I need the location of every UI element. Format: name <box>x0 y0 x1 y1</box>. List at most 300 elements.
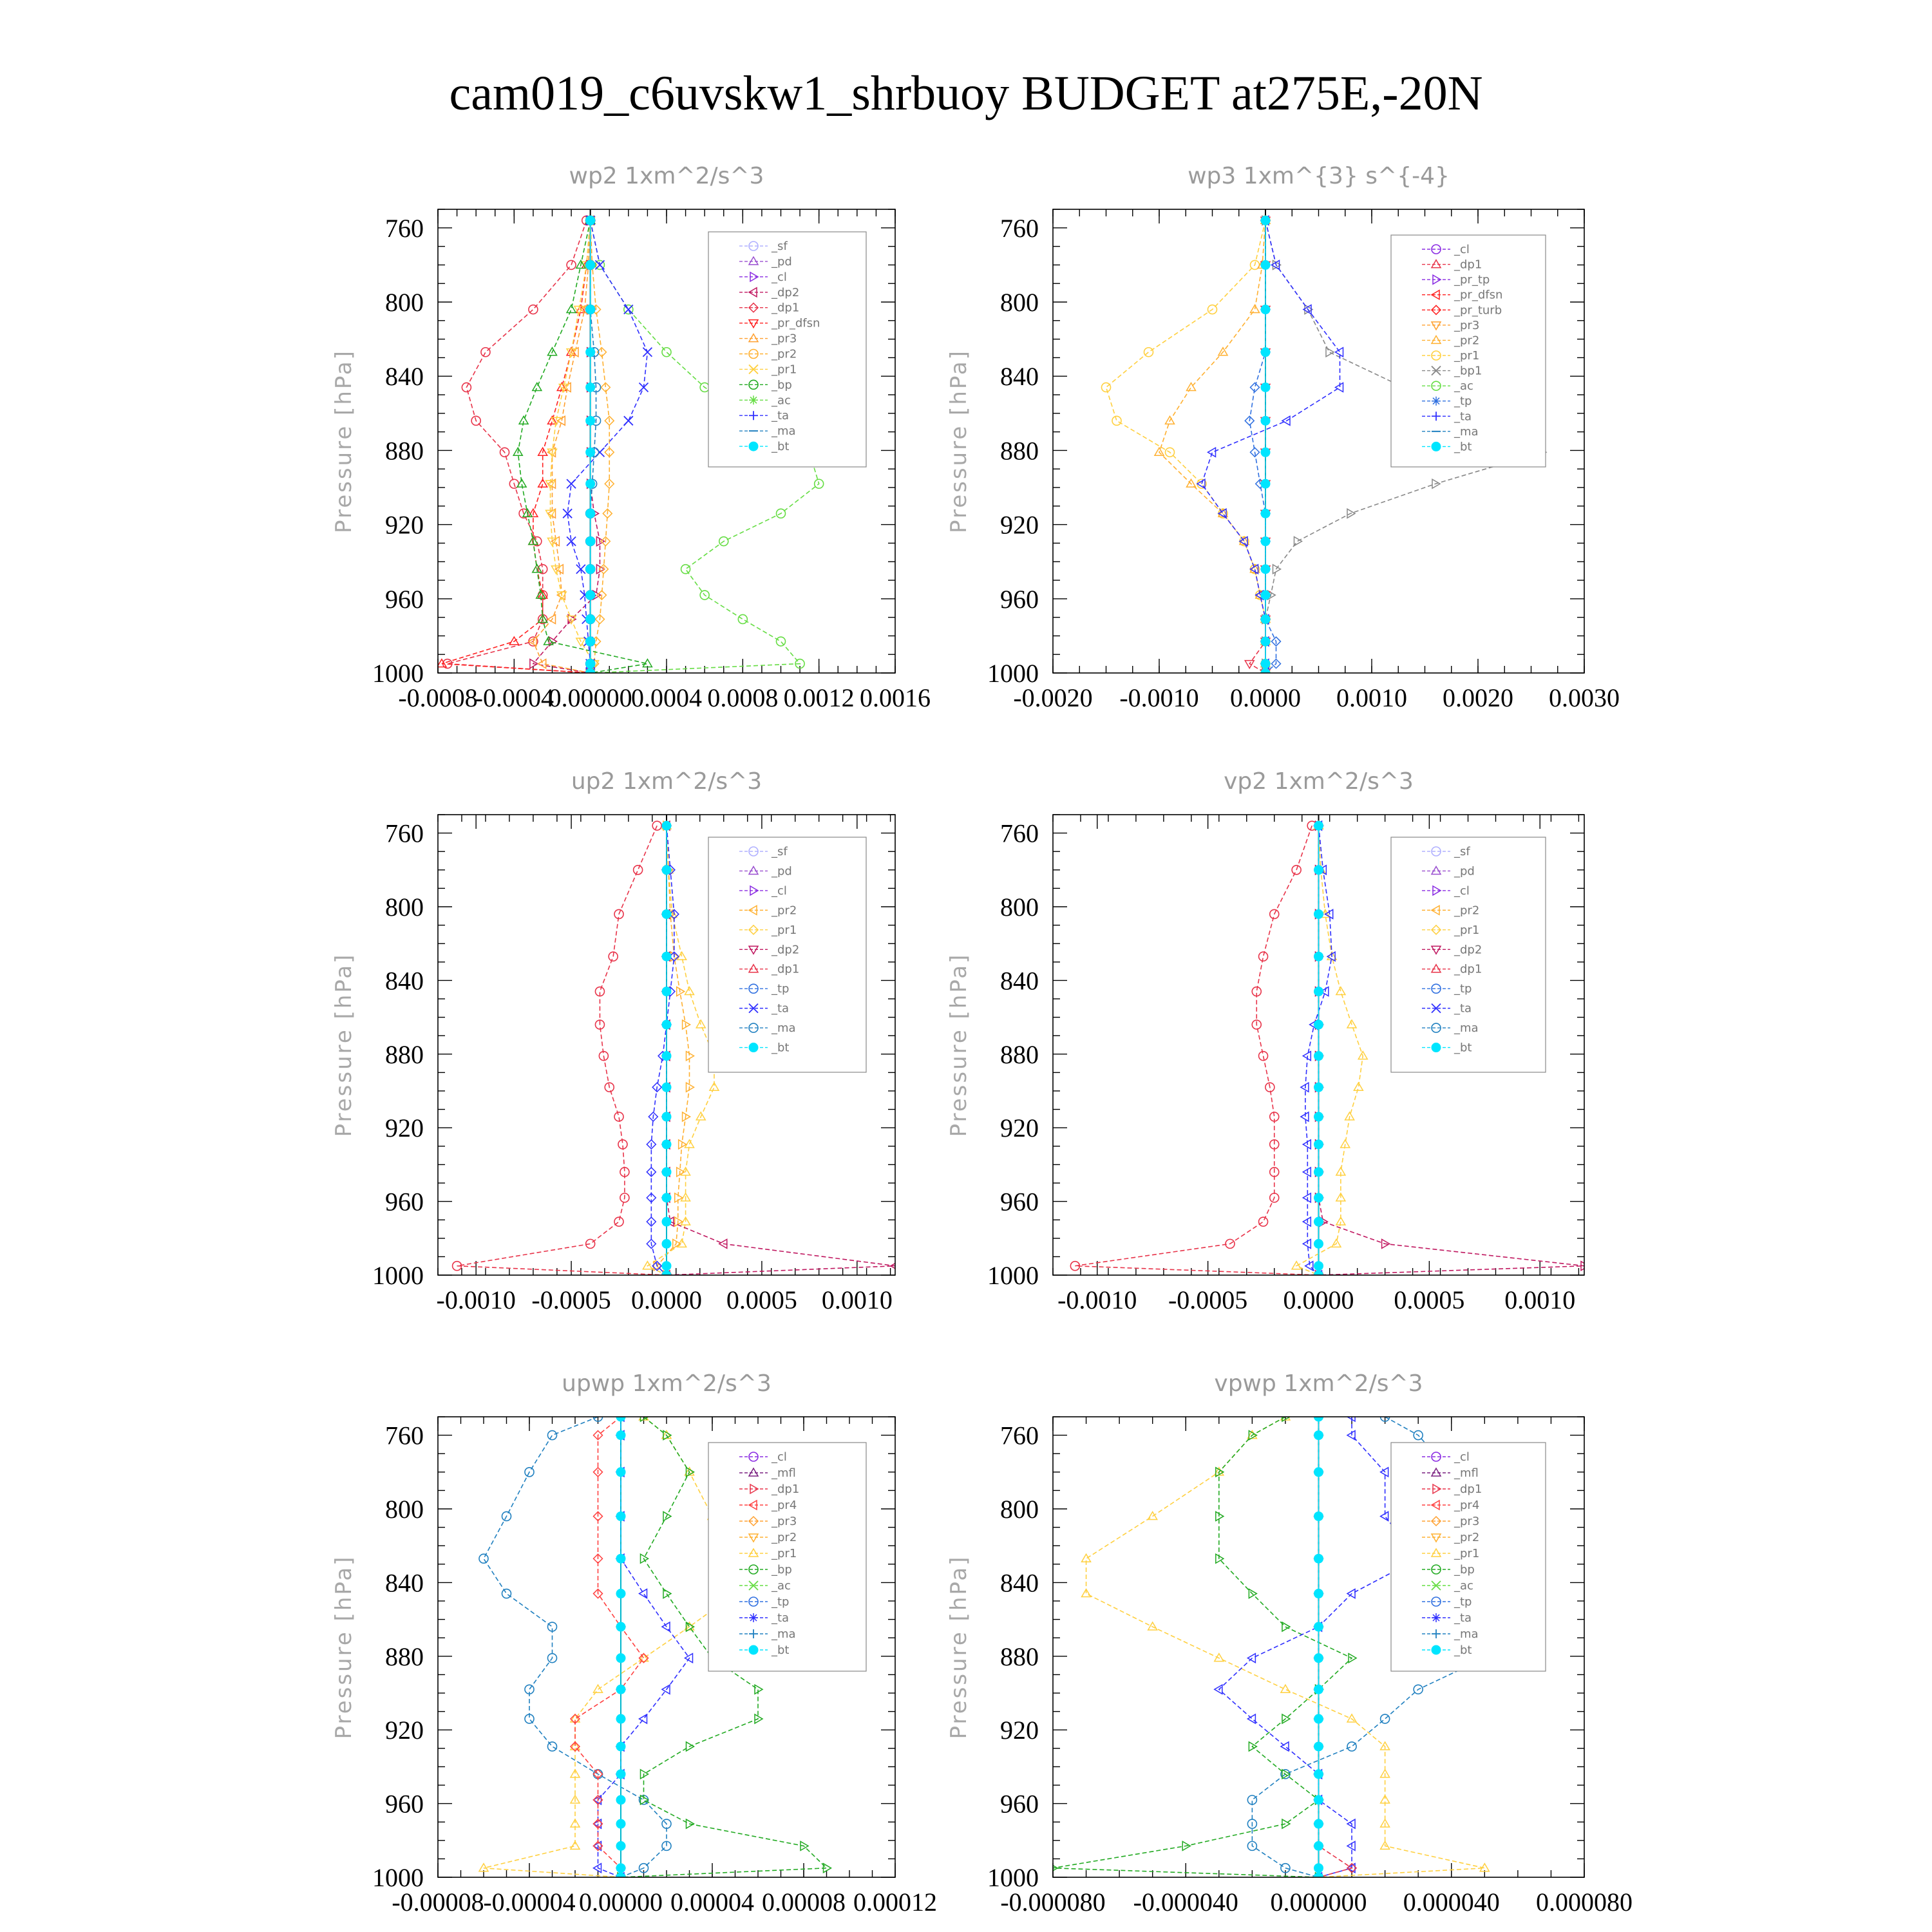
data-point <box>1261 565 1270 574</box>
y-axis-label: Pressure [hPa] <box>946 349 972 533</box>
series-line <box>1319 1417 1352 1877</box>
series-line <box>448 220 591 673</box>
data-point <box>586 448 595 457</box>
data-point <box>533 383 542 390</box>
legend-label: _bt <box>772 440 790 454</box>
legend-marker <box>1432 1613 1441 1622</box>
series-line <box>551 220 594 673</box>
data-point <box>1112 416 1121 425</box>
data-point <box>681 565 690 574</box>
legend <box>1391 235 1546 467</box>
data-point <box>1314 1770 1323 1779</box>
data-point <box>663 1511 671 1520</box>
legend-label: _bt <box>772 1041 790 1055</box>
panel-title: wp2 1xm^2/s^3 <box>569 163 764 189</box>
data-point <box>1314 1685 1323 1694</box>
legend-label: _pr1 <box>772 363 797 377</box>
y-tick-label: 960 <box>1000 1789 1039 1819</box>
data-point <box>1314 1841 1323 1850</box>
x-tick-label: 0.0020 <box>1443 683 1513 712</box>
data-point <box>616 1511 625 1520</box>
legend-label: _pr2 <box>1454 1531 1480 1544</box>
series-line <box>591 220 610 673</box>
data-point <box>662 1168 671 1177</box>
y-tick-label: 880 <box>1000 1642 1039 1671</box>
series-line <box>657 826 689 1275</box>
data-point <box>1314 952 1323 961</box>
legend-label: _pr1 <box>772 1547 797 1560</box>
x-tick-label: 0.0010 <box>1504 1285 1576 1314</box>
data-point <box>1314 1052 1323 1061</box>
y-tick-label: 1000 <box>372 1261 424 1290</box>
data-point <box>1261 448 1270 457</box>
legend-label: _pr_turb <box>1454 303 1502 317</box>
data-point <box>616 1468 625 1477</box>
data-point <box>662 348 671 357</box>
series-bt <box>1314 1412 1323 1882</box>
series-line <box>1296 826 1363 1275</box>
legend-label: _ac <box>772 393 791 408</box>
panel-title: upwp 1xm^2/s^3 <box>562 1370 772 1397</box>
data-point <box>1292 1262 1301 1269</box>
data-point <box>624 416 633 425</box>
data-point <box>1336 383 1343 392</box>
legend-label: _pr3 <box>1454 318 1480 332</box>
legend-label: _dp1 <box>1454 962 1482 976</box>
y-tick-label: 840 <box>1000 966 1039 996</box>
data-point <box>586 537 595 546</box>
data-point <box>755 1685 762 1694</box>
legend-label: _sf <box>772 240 788 253</box>
x-tick-label: -0.000040 <box>1133 1888 1238 1917</box>
data-point <box>594 1864 601 1873</box>
data-point <box>586 659 595 668</box>
series-pr1 <box>1292 821 1367 1278</box>
data-point <box>1314 1431 1323 1440</box>
data-point <box>662 1239 671 1248</box>
legend-label: _pr2 <box>772 1531 797 1544</box>
series-dp1 <box>443 216 595 677</box>
legend-label: _bp <box>772 378 792 392</box>
data-point <box>662 952 671 961</box>
y-tick-label: 920 <box>1000 510 1039 540</box>
legend-label: _ta <box>772 1001 790 1016</box>
legend-label: _ma <box>1454 1021 1479 1036</box>
y-tick-label: 840 <box>385 966 424 996</box>
y-tick-label: 880 <box>1000 1039 1039 1069</box>
data-point <box>1314 1654 1323 1663</box>
x-tick-label: -0.0008 <box>398 683 478 712</box>
series-line <box>647 826 714 1275</box>
data-point <box>1261 659 1270 668</box>
legend-marker <box>1432 442 1441 451</box>
y-tick-label: 1000 <box>372 1863 424 1892</box>
y-tick-label: 960 <box>385 584 424 614</box>
series-dp1 <box>1070 821 1323 1280</box>
y-tick-label: 880 <box>385 436 424 466</box>
data-point <box>1314 1554 1323 1563</box>
legend-marker <box>1432 1645 1441 1654</box>
data-point <box>1347 1742 1356 1751</box>
data-point <box>616 1770 625 1779</box>
legend-label: _pd <box>772 254 792 269</box>
y-tick-label: 760 <box>385 819 424 848</box>
legend-label: _dp1 <box>772 962 800 976</box>
data-point <box>662 866 671 875</box>
data-point <box>586 260 595 269</box>
legend-label: _pr3 <box>1454 1515 1480 1528</box>
y-tick-label: 1000 <box>987 1863 1039 1892</box>
legend <box>708 837 866 1072</box>
legend-label: _pr1 <box>1454 1547 1480 1560</box>
x-tick-label: 0.00000 <box>579 1888 663 1917</box>
y-tick-label: 800 <box>385 1495 424 1524</box>
series-line <box>518 220 647 673</box>
legend-label: _pr4 <box>772 1499 797 1512</box>
series-line <box>567 220 647 673</box>
series-dp1 <box>453 821 671 1280</box>
legend-label: _bp <box>1454 1563 1475 1577</box>
data-point <box>616 1742 625 1751</box>
data-point <box>777 637 786 646</box>
data-point <box>634 866 643 875</box>
series-bt <box>616 1412 625 1882</box>
series-pr4 <box>571 1412 649 1882</box>
data-point <box>616 1841 625 1850</box>
y-tick-label: 800 <box>1000 893 1039 922</box>
legend-label: _bp1 <box>1454 364 1482 378</box>
y-axis-label: Pressure [hPa] <box>331 1555 357 1739</box>
y-axis-label: Pressure [hPa] <box>946 952 972 1137</box>
legend <box>708 232 866 467</box>
series-line <box>1053 1417 1352 1877</box>
data-point <box>662 1112 671 1121</box>
x-tick-label: 0.00004 <box>670 1888 754 1917</box>
data-point <box>1281 1685 1290 1692</box>
y-tick-label: 800 <box>1000 1495 1039 1524</box>
y-axis-label: Pressure [hPa] <box>331 349 357 533</box>
data-point <box>1314 866 1323 875</box>
data-point <box>1261 537 1270 546</box>
data-point <box>1314 987 1323 996</box>
x-tick-label: 0.0000 <box>631 1285 702 1314</box>
data-point <box>479 1554 488 1563</box>
legend-label: _pr1 <box>772 923 797 937</box>
legend-label: _mfl <box>772 1466 796 1480</box>
legend-label: _cl <box>772 884 787 898</box>
legend-label: _pr3 <box>772 332 797 346</box>
data-point <box>1314 1714 1323 1723</box>
legend-label: _bt <box>1454 1643 1472 1657</box>
data-point <box>586 479 595 488</box>
data-point <box>662 1193 671 1202</box>
series-bt <box>1314 821 1323 1280</box>
x-tick-label: -0.00004 <box>483 1888 576 1917</box>
series-ta <box>1197 216 1343 677</box>
data-point <box>548 1742 557 1751</box>
x-tick-label: -0.0005 <box>531 1285 611 1314</box>
data-point <box>586 1239 595 1248</box>
y-tick-label: 1000 <box>987 1261 1039 1290</box>
panel-wp2 <box>331 163 931 712</box>
legend-label: _tp <box>772 1595 790 1609</box>
legend-label: _mfl <box>1454 1466 1479 1480</box>
x-tick-label: -0.000080 <box>1000 1888 1106 1917</box>
data-point <box>683 1112 690 1121</box>
panel-title: vpwp 1xm^2/s^3 <box>1214 1370 1423 1397</box>
legend-label: _pd <box>1454 864 1475 878</box>
y-axis-label: Pressure [hPa] <box>946 1555 972 1739</box>
legend-label: _pr2 <box>1454 334 1480 348</box>
y-tick-label: 760 <box>385 213 424 243</box>
legend-label: _pr1 <box>1454 349 1480 363</box>
legend-label: _ma <box>772 424 796 439</box>
legend-label: _ma <box>772 1021 796 1036</box>
legend-label: _ta <box>772 1611 790 1625</box>
series-line <box>442 220 591 673</box>
series-line <box>484 1417 735 1877</box>
data-point <box>1314 1511 1323 1520</box>
y-tick-label: 920 <box>385 1716 424 1745</box>
data-point <box>1314 1168 1323 1177</box>
x-tick-label: 0.0016 <box>860 683 931 712</box>
legend-label: _ma <box>1454 1627 1479 1641</box>
panel-wp3 <box>946 163 1620 712</box>
data-point <box>616 1685 625 1694</box>
legend-label: _ta <box>1454 1611 1472 1625</box>
legend-marker <box>749 442 758 451</box>
data-point <box>1314 1795 1323 1804</box>
data-point <box>586 614 595 623</box>
data-point <box>1261 479 1270 488</box>
legend-label: _ta <box>1454 1001 1472 1016</box>
data-point <box>586 637 595 646</box>
y-tick-label: 800 <box>385 288 424 317</box>
data-point <box>1261 305 1270 314</box>
series-dp1 <box>1245 217 1270 677</box>
data-point <box>1303 1193 1311 1202</box>
legend-label: _ma <box>772 1627 796 1641</box>
data-point <box>1347 1714 1356 1722</box>
data-point <box>1259 1052 1268 1061</box>
legend-label: _dp2 <box>1454 943 1482 957</box>
data-point <box>1303 1217 1311 1226</box>
data-point <box>529 305 538 314</box>
data-point <box>1314 821 1323 830</box>
legend-label: _cl <box>1454 884 1470 898</box>
data-point <box>1381 1714 1390 1723</box>
x-tick-label: 0.0005 <box>1394 1285 1465 1314</box>
x-tick-label: 0.0000 <box>1230 683 1301 712</box>
legend-label: _pr2 <box>772 904 797 918</box>
y-tick-label: 960 <box>385 1187 424 1217</box>
data-point <box>1259 952 1268 961</box>
legend-label: _ta <box>1454 410 1472 424</box>
data-point <box>662 821 671 830</box>
legend-label: _dp2 <box>772 943 800 957</box>
data-point <box>1261 591 1270 600</box>
x-tick-label: -0.0005 <box>1168 1285 1248 1314</box>
data-point <box>1314 1083 1323 1092</box>
x-tick-label: 0.0008 <box>707 683 779 712</box>
x-tick-label: 0.0005 <box>726 1285 797 1314</box>
x-tick-label: 0.0000 <box>1283 1285 1354 1314</box>
data-point <box>662 1217 671 1226</box>
legend <box>708 1443 866 1671</box>
x-tick-label: -0.0020 <box>1013 683 1093 712</box>
data-point <box>586 348 595 357</box>
data-point <box>1261 260 1270 269</box>
y-tick-label: 880 <box>385 1642 424 1671</box>
data-point <box>479 1864 488 1871</box>
series-line <box>1159 220 1265 673</box>
data-point <box>1314 1262 1323 1271</box>
data-point <box>685 1654 693 1663</box>
legend-label: _tp <box>772 982 790 996</box>
y-tick-label: 920 <box>385 1113 424 1143</box>
legend-label: _pd <box>772 864 792 878</box>
legend-label: _tp <box>1454 982 1472 996</box>
legend-label: _pr4 <box>1454 1499 1480 1512</box>
y-tick-label: 960 <box>1000 1187 1039 1217</box>
data-point <box>1148 1622 1157 1630</box>
data-point <box>614 1217 623 1226</box>
data-point <box>1314 1742 1323 1751</box>
panel-title: vp2 1xm^2/s^3 <box>1224 768 1414 795</box>
data-point <box>687 1052 694 1061</box>
data-point <box>1261 637 1270 646</box>
series-ta <box>647 821 679 1280</box>
data-point <box>586 383 595 392</box>
data-point <box>662 909 671 918</box>
data-point <box>662 1083 671 1092</box>
series-line <box>1249 220 1265 673</box>
data-point <box>1347 1841 1355 1850</box>
legend-label: _cl <box>1454 243 1470 256</box>
y-tick-label: 760 <box>385 1421 424 1450</box>
data-point <box>616 1714 625 1723</box>
data-point <box>683 1020 690 1029</box>
data-point <box>1259 1217 1268 1226</box>
data-point <box>1144 348 1153 357</box>
data-point <box>624 305 633 314</box>
legend-label: _bp <box>772 1563 792 1577</box>
data-point <box>1261 416 1270 425</box>
data-point <box>481 348 490 357</box>
series-line <box>457 826 667 1275</box>
x-tick-label: 0.0012 <box>783 683 855 712</box>
legend-label: _pr1 <box>1454 923 1480 937</box>
data-point <box>1314 1819 1323 1828</box>
y-tick-label: 760 <box>1000 1421 1039 1450</box>
legend-label: _bt <box>772 1643 790 1657</box>
legend-label: _ac <box>772 1579 791 1593</box>
legend-marker <box>749 1645 758 1654</box>
x-tick-label: 0.0010 <box>821 1285 893 1314</box>
data-point <box>662 1262 671 1271</box>
x-tick-label: -0.0010 <box>1119 683 1199 712</box>
legend-label: _sf <box>1454 845 1470 858</box>
x-tick-label: -0.0004 <box>474 683 554 712</box>
data-point <box>643 348 652 357</box>
y-tick-label: 960 <box>385 1789 424 1819</box>
data-point <box>1314 1589 1323 1598</box>
data-point <box>1261 216 1270 225</box>
data-point <box>755 1714 762 1723</box>
series-line <box>591 220 596 673</box>
data-point <box>1301 1112 1309 1121</box>
legend-label: _pr_dfsn <box>772 316 820 330</box>
series-line <box>1106 220 1266 673</box>
data-point <box>662 1140 671 1149</box>
legend-label: _pr3 <box>772 1515 797 1528</box>
data-point <box>586 509 595 518</box>
data-point <box>738 614 747 623</box>
data-point <box>1102 383 1111 392</box>
data-point <box>662 1052 671 1061</box>
data-point <box>594 1795 601 1804</box>
data-point <box>1347 1431 1355 1440</box>
y-tick-label: 920 <box>385 510 424 540</box>
legend-label: _bt <box>1454 440 1472 454</box>
data-point <box>616 1864 625 1873</box>
data-point <box>1303 1168 1311 1177</box>
legend-label: _ma <box>1454 424 1479 439</box>
y-tick-label: 920 <box>1000 1113 1039 1143</box>
x-tick-label: -0.0010 <box>436 1285 516 1314</box>
data-point <box>616 1819 625 1828</box>
data-point <box>616 1431 625 1440</box>
y-tick-label: 800 <box>385 893 424 922</box>
y-tick-label: 840 <box>1000 1568 1039 1598</box>
data-point <box>1303 1239 1311 1248</box>
series-pr1 <box>479 1412 740 1880</box>
x-tick-label: 0.00008 <box>762 1888 846 1917</box>
data-point <box>1314 909 1323 918</box>
x-tick-label: -0.0010 <box>1057 1285 1137 1314</box>
data-point <box>1314 1239 1323 1248</box>
y-axis-label: Pressure [hPa] <box>331 952 357 1137</box>
figure-title: cam019_c6uvskw1_shrbuoy BUDGET at275E,-20N <box>449 66 1483 120</box>
series-line <box>598 1417 690 1877</box>
data-point <box>1314 1140 1323 1149</box>
series-pr1 <box>1102 216 1271 677</box>
legend-marker <box>749 1043 758 1052</box>
data-point <box>1301 1083 1309 1092</box>
legend-marker <box>1432 397 1441 406</box>
data-point <box>1215 1654 1224 1662</box>
legend-label: _dp1 <box>1454 258 1482 272</box>
legend-label: _bt <box>1454 1041 1472 1055</box>
data-point <box>548 1431 557 1440</box>
y-tick-label: 800 <box>1000 288 1039 317</box>
series-line <box>575 1417 644 1877</box>
y-tick-label: 1000 <box>987 659 1039 688</box>
legend-label: _pr2 <box>1454 904 1480 918</box>
data-point <box>586 591 595 600</box>
panel-title: wp3 1xm^{3} s^{-4} <box>1188 163 1450 189</box>
data-point <box>662 987 671 996</box>
data-point <box>641 1554 649 1563</box>
legend-marker <box>749 395 758 404</box>
panel-vpwp <box>946 1370 1633 1917</box>
y-tick-label: 920 <box>1000 1716 1039 1745</box>
series-pr2 <box>1155 216 1270 676</box>
data-point <box>502 1589 511 1598</box>
series-ta <box>594 1412 693 1882</box>
legend <box>1391 1443 1546 1671</box>
y-tick-label: 1000 <box>372 659 424 688</box>
